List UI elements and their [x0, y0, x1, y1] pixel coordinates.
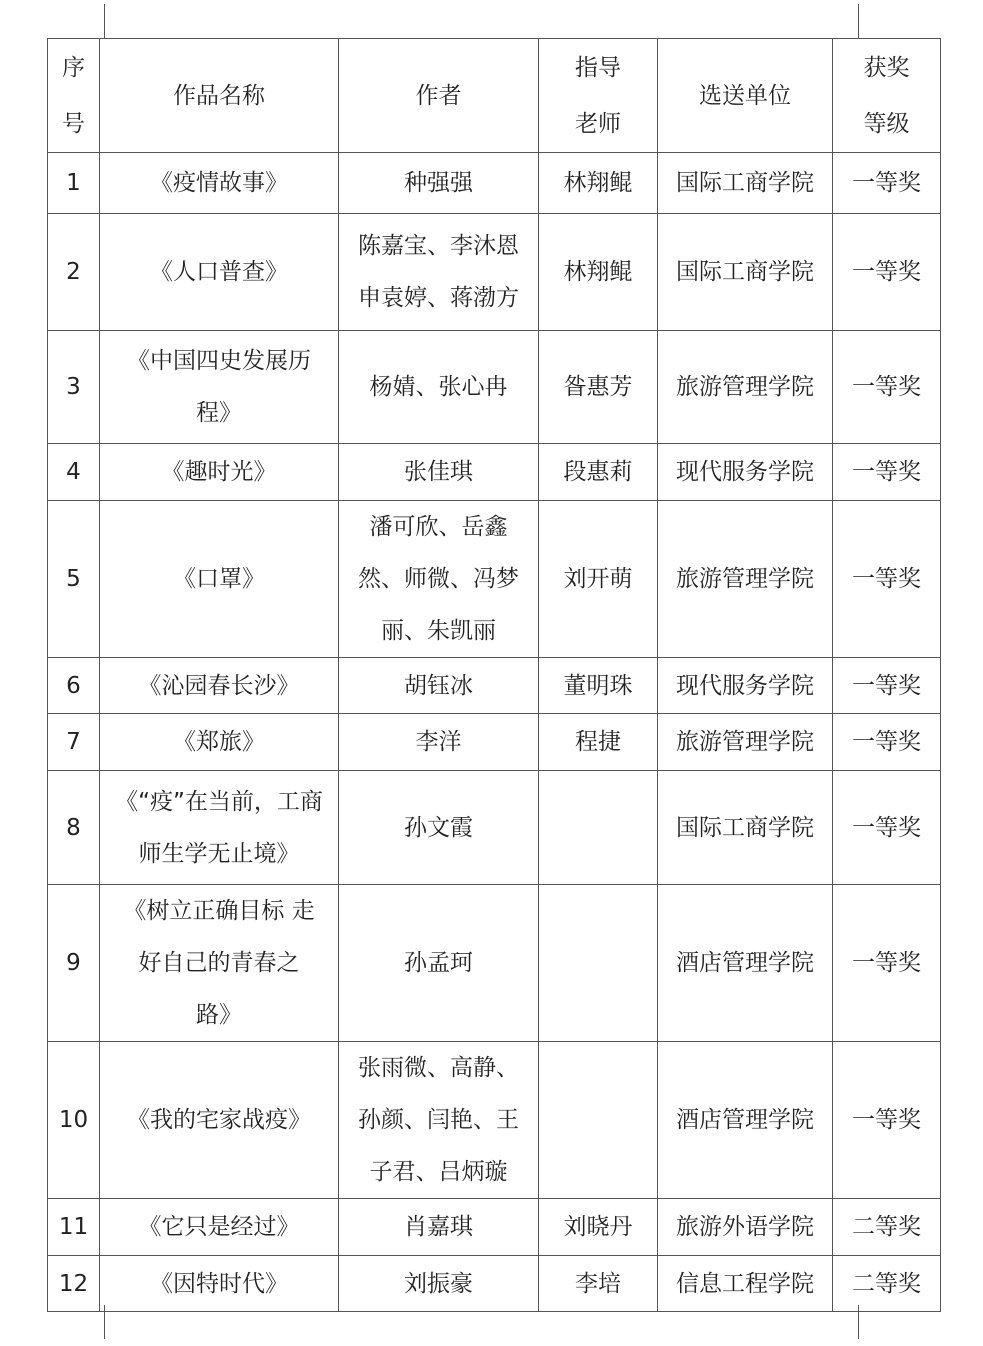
cell-index: 8: [48, 771, 100, 885]
header-award-line-2: 等级: [863, 110, 910, 137]
cell-author: [339, 153, 539, 214]
cell-title-line: 《郑旅》: [173, 729, 265, 755]
cell-title: [100, 1256, 339, 1312]
cell-author: [339, 658, 539, 714]
cell-author-line: 孙颜、闫艳、王: [358, 1107, 519, 1133]
header-title: 作品名称: [100, 39, 339, 153]
cell-title-line: 路》: [196, 1002, 242, 1028]
cell-advisor: 刘开萌: [539, 501, 658, 658]
cell-author-line: 潘可欣、岳鑫: [369, 514, 508, 540]
table-row: [48, 214, 941, 331]
cell-author: [339, 214, 539, 331]
cell-unit: 旅游管理学院: [658, 501, 833, 658]
cell-author-line: 然、师微、冯梦: [358, 566, 519, 592]
cell-title: [100, 153, 339, 214]
cell-title-line: 《沁园春长沙》: [138, 672, 300, 699]
header-index-line-2: 号: [62, 110, 85, 137]
cell-title: [100, 1042, 339, 1199]
cell-author-line: 张佳琪: [404, 459, 473, 485]
cell-author: [339, 501, 539, 658]
cell-author: [339, 714, 539, 771]
cell-title-line: 《它只是经过》: [138, 1214, 300, 1240]
cell-author: [339, 885, 539, 1042]
table-row: [48, 885, 941, 1042]
header-row: [48, 39, 941, 153]
header-advisor-line-2: 老师: [575, 110, 621, 137]
table-row: [48, 1199, 941, 1256]
cell-title-line: 《疫情故事》: [150, 170, 288, 196]
cell-unit: 国际工商学院: [658, 771, 833, 885]
cell-author: [339, 771, 539, 885]
cell-author-line: 孙孟珂: [404, 950, 473, 976]
cell-title-line: 好自己的青春之: [138, 950, 300, 976]
cell-title-line: 《口罩》: [173, 566, 265, 592]
header-unit: 选送单位: [658, 39, 833, 153]
cell-index: 12: [48, 1256, 100, 1312]
cell-advisor: [539, 1042, 658, 1199]
cell-title: [100, 658, 339, 714]
cell-unit: 旅游管理学院: [658, 331, 833, 444]
cell-award: 二等奖: [833, 1256, 941, 1312]
header-advisor: [539, 39, 658, 153]
cell-advisor: 程捷: [539, 714, 658, 771]
cell-unit: 信息工程学院: [658, 1256, 833, 1312]
cell-author: [339, 1199, 539, 1256]
cell-author-line: 种强强: [404, 170, 473, 196]
cell-title: [100, 214, 339, 331]
cell-advisor: 林翔鲲: [539, 214, 658, 331]
table-row: [48, 771, 941, 885]
cell-title: [100, 885, 339, 1042]
cell-unit: 酒店管理学院: [658, 885, 833, 1042]
header-award-line-1: 获奖: [863, 54, 910, 81]
cell-index: 7: [48, 714, 100, 771]
cell-title: [100, 1199, 339, 1256]
header-award: [833, 39, 941, 153]
cell-unit: 国际工商学院: [658, 214, 833, 331]
header-advisor-line-1: 指导: [575, 54, 621, 81]
cell-award: 二等奖: [833, 1199, 941, 1256]
cell-author-line: 丽、朱凯丽: [381, 618, 496, 644]
cell-title-line: 《因特时代》: [150, 1270, 288, 1297]
cell-index: 10: [48, 1042, 100, 1199]
cell-advisor: 昝惠芳: [539, 331, 658, 444]
cell-title-line: 《“疫”在当前，工商: [115, 788, 323, 815]
cell-award: 一等奖: [833, 214, 941, 331]
header-index: [48, 39, 100, 153]
header-author: 作者: [339, 39, 539, 153]
cell-title: [100, 771, 339, 885]
cell-title: [100, 501, 339, 658]
cell-award: 一等奖: [833, 331, 941, 444]
award-table-body: [48, 39, 941, 1312]
cell-title: [100, 444, 339, 501]
cell-award: 一等奖: [833, 153, 941, 214]
cell-advisor: 林翔鲲: [539, 153, 658, 214]
table-row: [48, 501, 941, 658]
cell-author-line: 孙文霞: [404, 814, 473, 841]
table-row: [48, 1256, 941, 1312]
cell-award: 一等奖: [833, 885, 941, 1042]
cell-title: [100, 331, 339, 444]
cell-advisor: [539, 885, 658, 1042]
table-row: [48, 331, 941, 444]
cell-index: 1: [48, 153, 100, 214]
table-row: [48, 153, 941, 214]
cell-author-line: 李洋: [415, 729, 462, 755]
cell-index: 5: [48, 501, 100, 658]
cell-title: [100, 714, 339, 771]
cell-award: 一等奖: [833, 658, 941, 714]
cell-title-line: 《树立正确目标 走: [123, 898, 315, 924]
cell-advisor: 刘晓丹: [539, 1199, 658, 1256]
cell-title-line: 《我的宅家战疫》: [127, 1107, 311, 1133]
cell-author-line: 刘振豪: [404, 1270, 473, 1297]
award-table: [47, 38, 941, 1312]
cell-unit: 国际工商学院: [658, 153, 833, 214]
cell-author: [339, 444, 539, 501]
cell-unit: 现代服务学院: [658, 444, 833, 501]
cell-award: 一等奖: [833, 1042, 941, 1199]
cell-title-line: 《中国四史发展历: [127, 348, 311, 374]
cell-index: 6: [48, 658, 100, 714]
cell-title-line: 师生学无止境》: [138, 840, 300, 867]
cell-unit: 酒店管理学院: [658, 1042, 833, 1199]
cell-author-line: 胡钰冰: [404, 672, 473, 699]
cell-author: [339, 1042, 539, 1199]
table-row: [48, 444, 941, 501]
cell-award: 一等奖: [833, 444, 941, 501]
table-row: [48, 714, 941, 771]
cell-index: 11: [48, 1199, 100, 1256]
cell-author-line: 子君、吕炳璇: [369, 1159, 508, 1185]
cell-advisor: 李培: [539, 1256, 658, 1312]
cell-index: 4: [48, 444, 100, 501]
cell-index: 3: [48, 331, 100, 444]
cell-index: 9: [48, 885, 100, 1042]
cell-author: [339, 1256, 539, 1312]
crop-mark-top-left: [104, 4, 105, 38]
cell-title-line: 《人口普查》: [150, 259, 288, 285]
cell-award: 一等奖: [833, 501, 941, 658]
crop-mark-top-right: [858, 4, 859, 38]
cell-author-line: 杨婧、张心冉: [369, 374, 508, 400]
cell-unit: 旅游管理学院: [658, 714, 833, 771]
table-row: [48, 658, 941, 714]
cell-unit: 现代服务学院: [658, 658, 833, 714]
cell-unit: 旅游外语学院: [658, 1199, 833, 1256]
cell-index: 2: [48, 214, 100, 331]
header-index-line-1: 序: [62, 54, 85, 81]
cell-author-line: 申袁婷、蒋渤方: [358, 285, 519, 311]
cell-award: 一等奖: [833, 771, 941, 885]
cell-author-line: 肖嘉琪: [404, 1214, 473, 1240]
cell-title-line: 《趣时光》: [161, 459, 277, 485]
cell-author: [339, 331, 539, 444]
cell-advisor: 段惠莉: [539, 444, 658, 501]
cell-award: 一等奖: [833, 714, 941, 771]
cell-title-line: 程》: [196, 400, 242, 426]
cell-advisor: [539, 771, 658, 885]
cell-author-line: 陈嘉宝、李沐恩: [358, 233, 519, 259]
cell-author-line: 张雨微、高静、: [358, 1055, 519, 1081]
table-row: [48, 1042, 941, 1199]
cell-advisor: 董明珠: [539, 658, 658, 714]
